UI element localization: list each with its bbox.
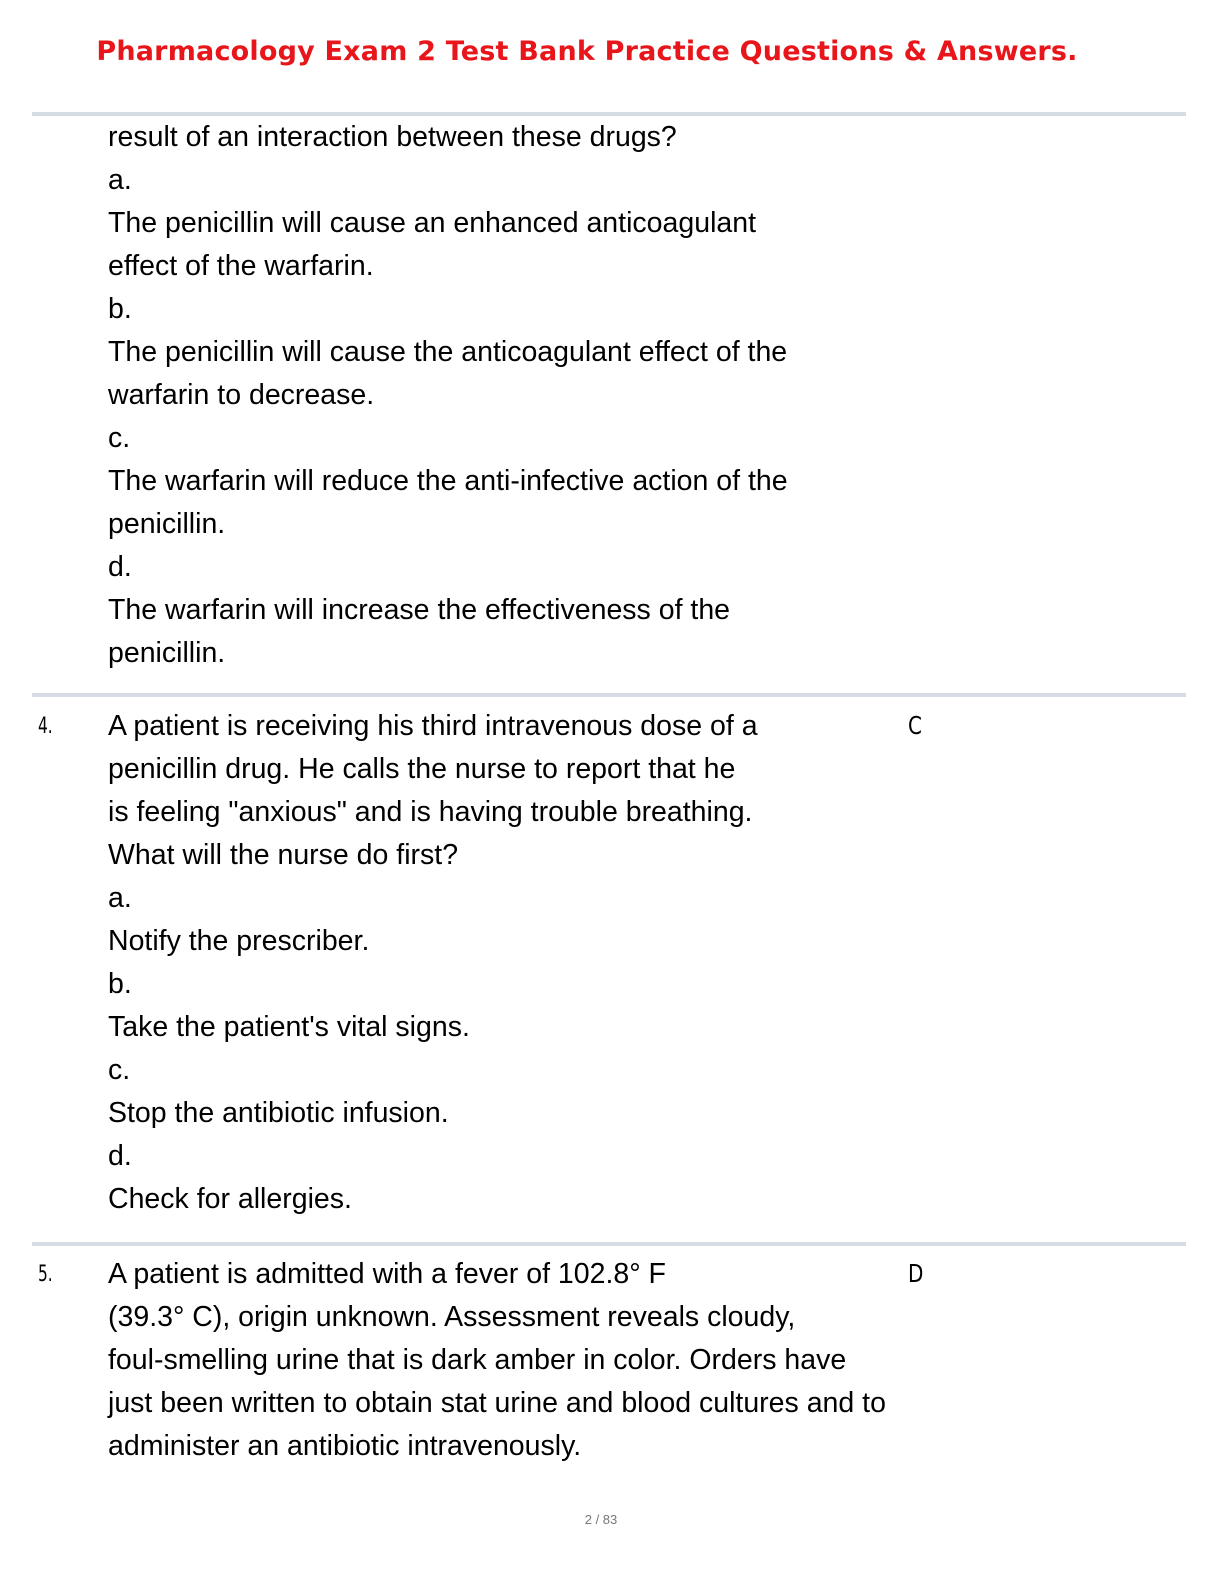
option-a-line-1: The penicillin will cause an enhanced anticoagulant	[108, 207, 757, 239]
option-letter-c: c.	[108, 1054, 131, 1086]
question-stem-line: is feeling "anxious" and is having trouble breathing.	[108, 796, 753, 828]
question-number: 5.	[38, 1262, 53, 1287]
option-a-text: Notify the prescriber.	[108, 925, 370, 957]
page-number: 2 / 83	[584, 1512, 618, 1527]
question-stem-line: foul-smelling urine that is dark amber in color. Orders	[108, 1344, 777, 1376]
question-stem-line: have just been written to obtain stat urine and blood	[108, 1344, 847, 1419]
option-letter-d: d.	[108, 551, 132, 583]
option-d-text: Check for allergies.	[108, 1183, 352, 1215]
question-number: 4.	[38, 714, 53, 739]
question-3-continued	[108, 116, 898, 675]
option-letter-d: d.	[108, 1140, 132, 1172]
question-stem-line: A patient is receiving his third intravenous dose of a	[108, 710, 758, 742]
question-stem-line: cultures and to administer an antibiotic intravenously.	[108, 1387, 886, 1462]
option-c-line-1: The warfarin will reduce the anti-infective action of the	[108, 465, 788, 497]
page-title: Pharmacology Exam 2 Test Bank Practice Questions & Answers.	[96, 36, 1078, 67]
option-letter-a: a.	[108, 164, 132, 196]
answer-key: D	[908, 1259, 924, 1288]
option-letter-b: b.	[108, 968, 132, 1000]
option-letter-b: b.	[108, 293, 132, 325]
question-divider	[32, 693, 1186, 697]
question-5	[108, 1253, 898, 1468]
question-stem-end: result of an interaction between these drugs?	[108, 121, 677, 153]
question-divider	[32, 1242, 1186, 1246]
option-b-line-1: The penicillin will cause the anticoagulant effect of the	[108, 336, 788, 368]
option-d-line-1: The warfarin will increase the effectiveness of the	[108, 594, 731, 626]
option-d-line-2: penicillin.	[108, 637, 226, 669]
option-b-text: Take the patient's vital signs.	[108, 1011, 470, 1043]
option-c-text: Stop the antibiotic infusion.	[108, 1097, 449, 1129]
option-letter-a: a.	[108, 882, 132, 914]
option-letter-c: c.	[108, 422, 131, 454]
option-a-line-2: effect of the warfarin.	[108, 250, 374, 282]
question-stem-line: penicillin drug. He calls the nurse to report that he	[108, 753, 736, 785]
question-4	[108, 705, 898, 1221]
question-stem-line: What will the nurse do first?	[108, 839, 459, 871]
answer-key: C	[908, 711, 922, 740]
option-b-line-2: warfarin to decrease.	[108, 379, 375, 411]
option-c-line-2: penicillin.	[108, 508, 226, 540]
question-stem-line: (39.3° C), origin unknown. Assessment reveals cloudy,	[108, 1301, 796, 1333]
question-stem-line: A patient is admitted with a fever of 102.8° F	[108, 1258, 666, 1290]
